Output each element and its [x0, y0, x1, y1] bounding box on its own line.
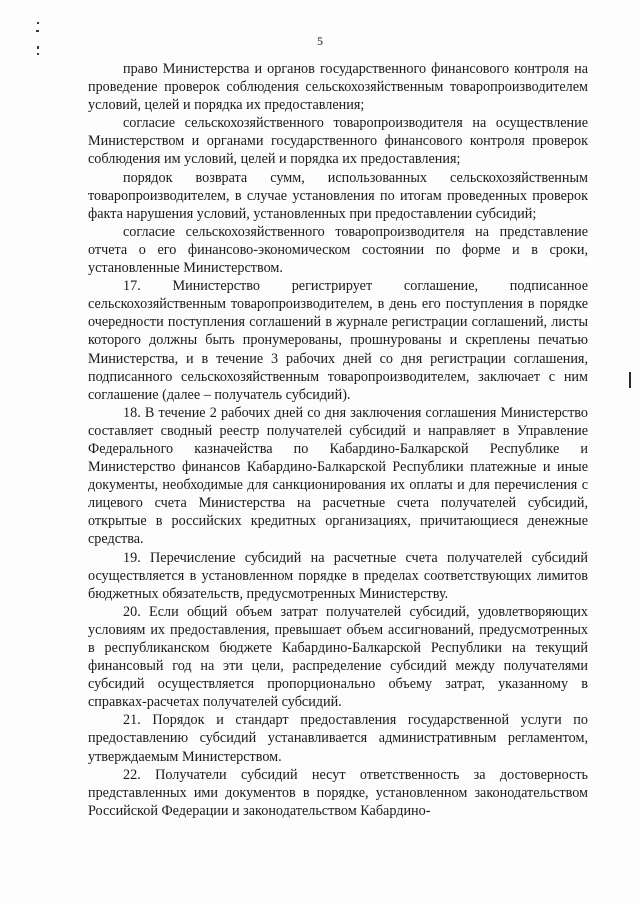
scan-artifact [37, 53, 39, 55]
paragraph-clause-21: 21. Порядок и стандарт предоставления государственной услуги по предоставлению субсидий устанавливается административным регламентом, утверждаемым Министерством. [88, 712, 588, 765]
paragraph-clause-19: 19. Перечисление субсидий на расчетные счета получателей субсидий осуществляется в установленном порядке в пределах соответствующих лимитов бюджетных обязательств, предусмотренных Министерству. [88, 549, 588, 602]
scan-artifact [36, 30, 39, 32]
paragraph-audit-rights: право Министерства и органов государственного финансового контроля на проведение проверок соблюдения сельскохозяйственным товаропроизводителем условий, целей и порядка их предоставления; [88, 61, 588, 114]
paragraph-clause-18: 18. В течение 2 рабочих дней со дня заключения соглашения Министерство составляет сводный реестр получателей субсидий и направляет в Управление Федерального казначейства по Кабардино-Балкарской Республике и Министерство финансов Кабардино-Балкарской Республики платежные и иные документы, необходимые для санкционирования их оплаты и для перечисления с лицевого счета Министерства на расчетные счета получателей субсидий, открытые в российских кредитных организациях, причитающиеся денежные средства. [88, 404, 588, 548]
document-body [88, 60, 588, 820]
scan-edge-artifact [629, 372, 631, 388]
paragraph-clause-22: 22. Получатели субсидий несут ответственность за достоверность представленных ими документов в порядке, установленном законодательством Российской Федерации и законодательством Кабардино- [88, 766, 588, 819]
paragraph-consent-report: согласие сельскохозяйственного товаропроизводителя на представление отчета о его финансово-экономическом состоянии по форме и в сроки, установленные Министерством. [88, 223, 588, 277]
paragraph-clause-20: 20. Если общий объем затрат получателей субсидий, удовлетворяющих условиям их предоставления, превышает объем ассигнований, предусмотренных в республиканском бюджете Кабардино-Балкарской Республики на текущий финансовый год на эти цели, распределение субсидий между получателями субсидий осуществляется пропорционально объему затрат, указанному в справках-расчетах получателей субсидий. [88, 603, 588, 711]
paragraph-refund-procedure: порядок возврата сумм, использованных сельскохозяйственным товаропроизводителем, в случае установления по итогам проведенных проверок факта нарушения условий, установленных при предоставлении субсидий; [88, 169, 588, 222]
scan-artifact [37, 22, 39, 24]
paragraph-consent-audits: согласие сельскохозяйственного товаропроизводителя на осуществление Министерством и органами государственного финансового контроля проверок соблюдения им условий, целей и порядка их предоставления; [88, 115, 588, 168]
page-number: 5 [317, 34, 323, 48]
paragraph-clause-17: 17. Министерство регистрирует соглашение, подписанное сельскохозяйственным товаропроизводителем, в день его поступления в порядке очередности поступления соглашений в журнале регистрации соглашений, листы которого должны быть пронумерованы, прошнурованы и скреплены печатью Министерства, и в течение 3 рабочих дней со дня регистрации соглашения, подписанного сельскохозяйственным товаропроизводителем, заключает с ним соглашение (далее – получатель субсидий). [88, 278, 588, 403]
